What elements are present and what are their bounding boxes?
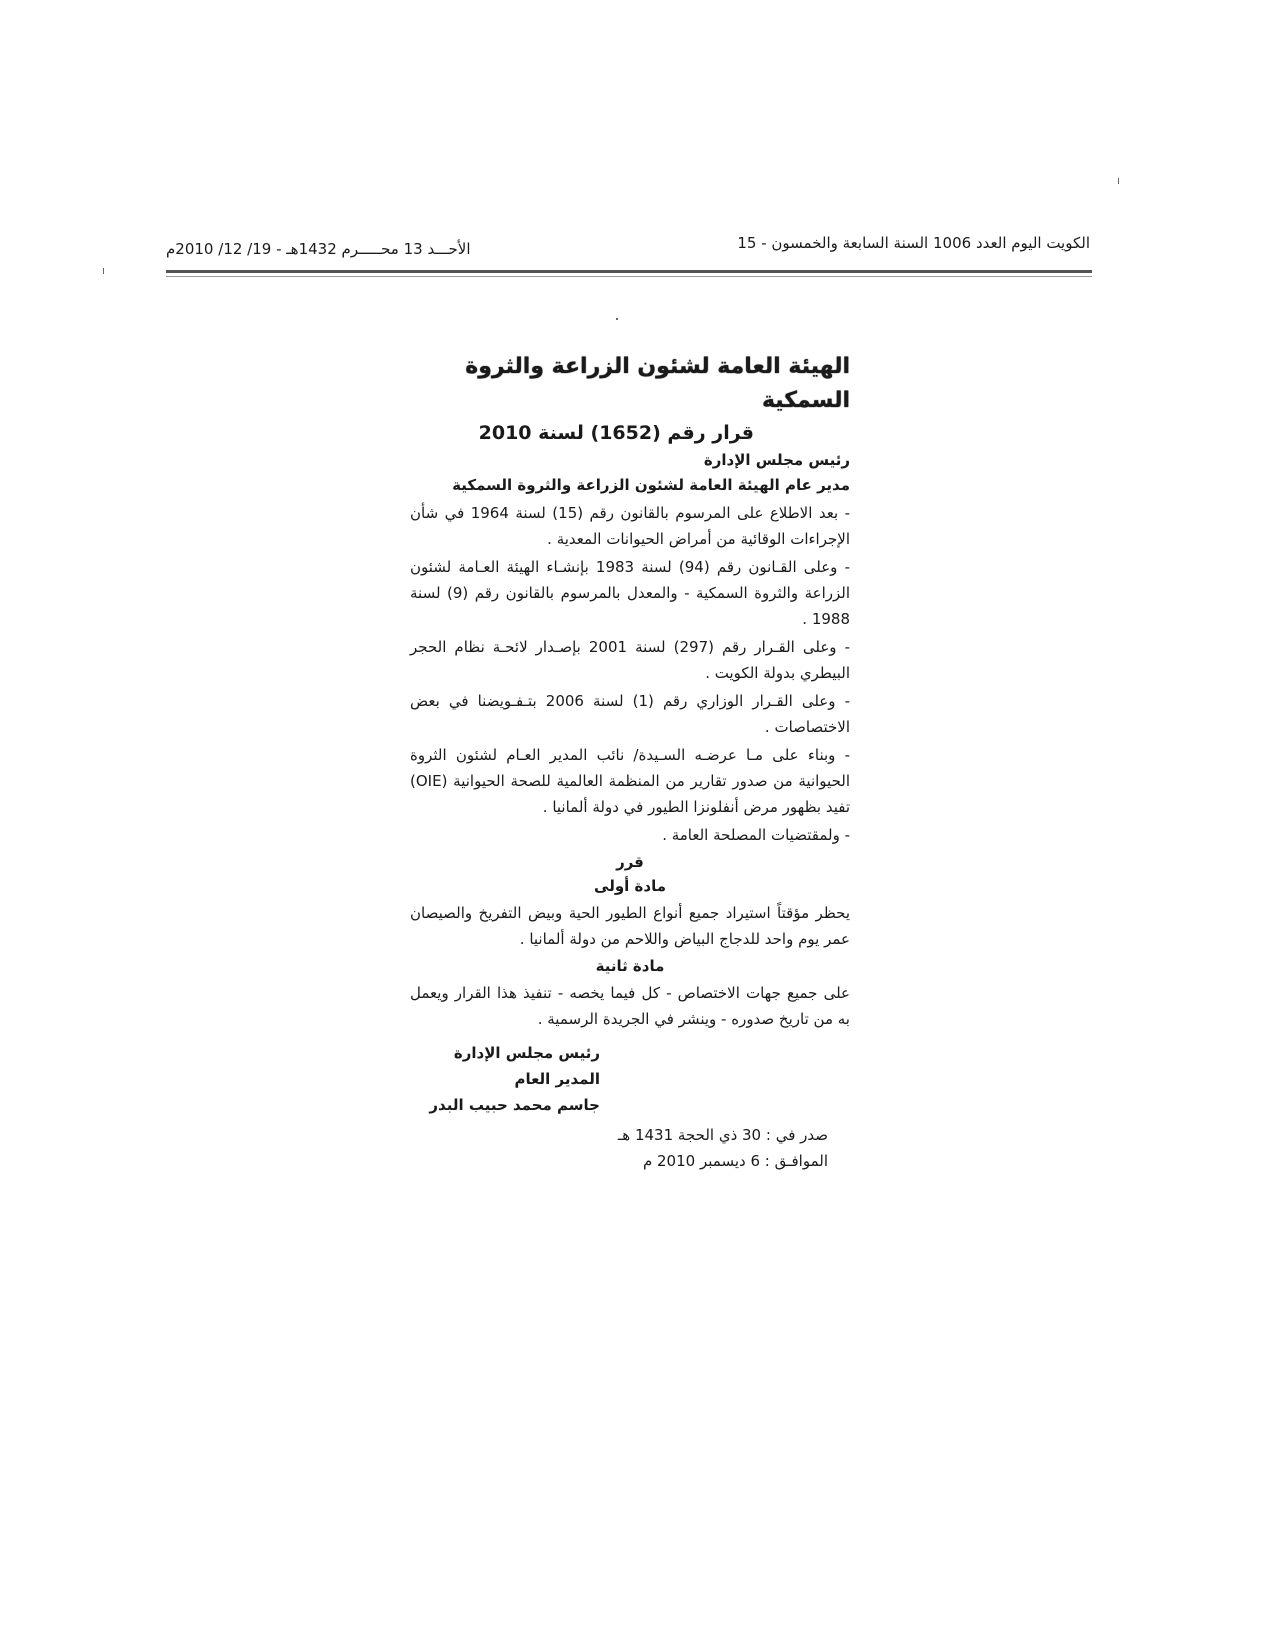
header-rule xyxy=(166,270,1092,273)
issue-date-hijri: صدر في : 30 ذي الحجة 1431 هـ xyxy=(617,1126,828,1144)
authority-title: الهيئة العامة لشئون الزراعة والثروة السمكية xyxy=(465,354,850,413)
preamble-clause: - ولمقتضيات المصلحة العامة . xyxy=(662,826,850,844)
issue-date-block xyxy=(410,1122,850,1174)
preamble-clause: - وعلى القـرار الوزاري رقم (1) لسنة 2006 بتـفـويضنا في بعض الاختصاصات . xyxy=(410,692,850,736)
issuer-title: رئيس مجلس الإدارة xyxy=(703,451,850,469)
decision-body xyxy=(410,350,850,1174)
preamble-clause: - وعلى القـانون رقم (94) لسنة 1983 بإنشـاء الهيئة العـامة لشئون الزراعة والثروة السمكية - والمعدل بالمرسوم بالقانون رقم (9) لسنة 1988 . xyxy=(410,558,850,628)
issue-date-gregorian: الموافـق : 6 ديسمبر 2010 م xyxy=(642,1152,828,1170)
decided-heading: قرر xyxy=(616,853,644,871)
preamble-clause: - وعلى القـرار رقم (297) لسنة 2001 بإصـدار لائحـة نظام الحجر البيطري بدولة الكويت . xyxy=(410,638,850,682)
decision-title: قرار رقم (1652) لسنة 2010 xyxy=(478,422,754,444)
scan-speck xyxy=(103,268,104,274)
article-2-heading: مادة ثانية xyxy=(595,957,665,975)
signature-name: جاسم محمد حبيب البدر xyxy=(429,1096,600,1114)
scan-speck xyxy=(1118,178,1119,184)
article-1-heading: مادة أولى xyxy=(594,877,666,895)
scan-speck xyxy=(616,318,618,320)
preamble-clause: - وبناء على مـا عرضـه السـيدة/ نائب المدير العـام لشئون الثروة الحيوانية من صدور تقارير من المنظمة العالمية للصحة الحيوانية (OIE) تفيد بظهور مرض أنفلونزا الطيور في دولة ألمانيا . xyxy=(410,746,850,816)
article-2-text: على جميع جهات الاختصاص - كل فيما يخصه - تنفيذ هذا القرار ويعمل به من تاريخ صدوره - وينشر في الجريدة الرسمية . xyxy=(410,984,850,1028)
article-1-text: يحظر مؤقتاً استيراد جميع أنواع الطيور الحية وبيض التفريخ والصيصان عمر يوم واحد للدجاج البياض واللاحم من دولة ألمانيا . xyxy=(410,904,850,948)
issuer-subtitle: مدير عام الهيئة العامة لشئون الزراعة والثروة السمكية xyxy=(452,476,850,494)
signature-block xyxy=(410,1040,850,1118)
gazette-date-header: الأحـــد 13 محـــــرم 1432هـ - 19/ 12/ 2010م xyxy=(166,240,471,258)
signature-title: رئيس مجلس الإدارة xyxy=(453,1044,600,1062)
gazette-issue-header: الكويت اليوم العدد 1006 السنة السابعة والخمسون - 15 xyxy=(737,234,1090,252)
header-rule-thin xyxy=(166,276,1092,277)
preamble-clause: - بعد الاطلاع على المرسوم بالقانون رقم (15) لسنة 1964 في شأن الإجراءات الوقائية من أمراض الحيوانات المعدية . xyxy=(410,504,850,548)
signature-role: المدير العام xyxy=(514,1070,600,1088)
